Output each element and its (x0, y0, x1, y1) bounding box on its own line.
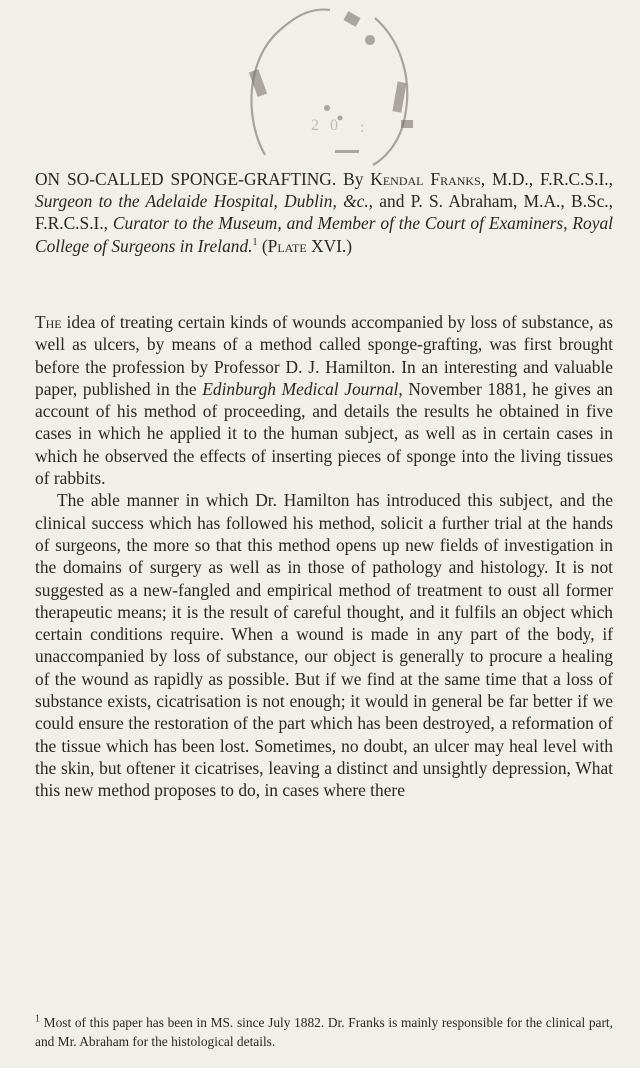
coauthor-role: Curator to the Museum, and Member of the Court of Examiners, Royal College of Surgeons in Ireland. (35, 213, 613, 256)
title-text: ON SO-CALLED SPONGE-GRAFTING. By (35, 169, 371, 189)
paragraph-text: , November 1881, he gives an account of his method of proceeding, and details the results he obtained in five cases in which he applied it to the human subject, as well as in certain cases in which he observed the effects of inserting pieces of sponge into the living tissues of rabbits. (35, 378, 614, 489)
paragraph-text: idea of treating certain kinds of wounds accompanied by loss of substance, as well as ulcers, by means of a method called sponge-grafting, was first brought before the profession by Professor D. J. Hamilton. In an interesting and valuable paper, published in the (35, 312, 613, 399)
journal-title: Edinburgh Medical Journal (202, 378, 399, 399)
svg-text:2: 2 (311, 117, 319, 134)
paragraph: The able manner in which Dr. Hamilton has introduced this subject, and the clinical success which has followed his method, solicit a further trial at the hands of surgeons, the more so that this method opens up new fields of investigation in the domains of surgery as well as in those of pathology and histology. It is not suggested as a new-fangled and empirical method of treatment to oust all former therapeutic means; it is the result of careful thought, and it fulfils an object which certain conditions require. When a wound is made in any part of the body, if unaccompanied by loss of substance, our object is generally to procure a healing of the wound as rapidly as possible. But if we find at the same time that a loss of substance exists, cicatrisation is not enough; it would in general be far better if we could ensure the restoration of the part which has been destroyed, a reformation of the tissue which has been lost. Sometimes, no doubt, an ulcer may heal level with the skin, but oftener it cicatrises, leaving a distinct and unsightly depression, What this new method proposes to do, in cases where there (35, 490, 613, 801)
coauthor: and P. S. Abraham, M.A., B.Sc., F.R.C.S.I., (35, 191, 613, 234)
svg-text::: : (360, 119, 365, 136)
footnote-text: Most of this paper has been in MS. since July 1882. Dr. Franks is mainly responsible for the clinical part, and Mr. Abraham for the histological details. (35, 1015, 613, 1049)
plate-reference: (Plate XVI.) (257, 235, 353, 256)
library-stamp-icon (225, 0, 425, 175)
footnote-mark: 1 (35, 1013, 40, 1025)
footnote-marker: 1 (252, 236, 258, 248)
lead-word: The (35, 312, 62, 332)
author-degrees: , M.D., F.R.C.S.I., (480, 169, 613, 189)
footnote (35, 1014, 613, 1051)
article-title (35, 168, 613, 257)
author-role: Surgeon to the Adelaide Hospital, Dublin, &c., (35, 191, 374, 212)
article-body (35, 311, 613, 802)
author-name: Kendal Franks (370, 169, 481, 189)
svg-text:0: 0 (330, 117, 338, 134)
paragraph (35, 311, 613, 489)
